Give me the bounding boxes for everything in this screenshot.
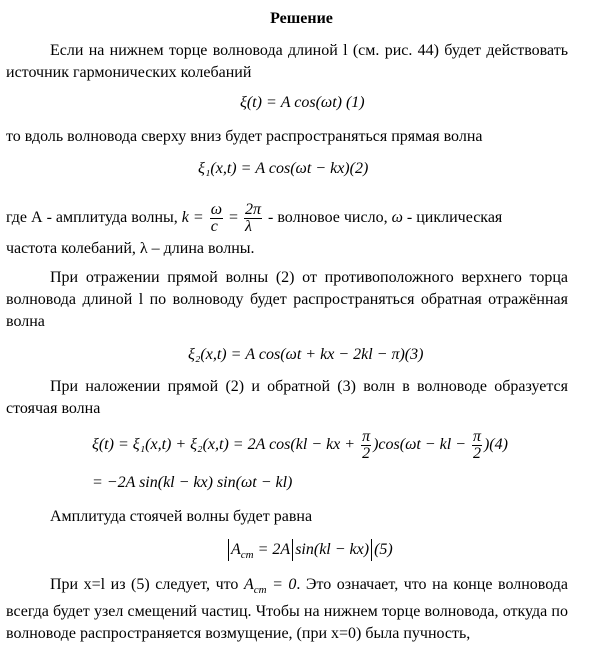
paragraph-conclusion: [6, 574, 568, 645]
equation-4-part-c: )(4): [483, 436, 508, 453]
equation-1: ξ(t) = A cos(ωt) (1): [240, 94, 365, 111]
abs-bar-left-outer: [228, 539, 229, 561]
definitions-text-2: - волновое число,: [268, 209, 388, 227]
paragraph-intro: Если на нижнем торце волновода длиной l (см. рис. 44) будет действовать источник гармонических колебаний: [6, 42, 568, 81]
definitions-text-1: где А - амплитуда волны,: [6, 209, 178, 227]
conclusion-amplitude-subscript: cm: [253, 584, 267, 597]
equation-4-line1: [92, 428, 508, 462]
solution-heading: Решение: [270, 10, 333, 27]
fraction-2pi-den: λ: [245, 218, 252, 235]
equation-5-mid: = 2A: [257, 541, 291, 558]
pi-num-second: π: [472, 427, 481, 445]
fraction-pi-2-first: [361, 429, 371, 462]
equation-4-part-a: ξ(t) = ξ₁(x,t) + ξ₂(x,t) = 2A cos(kl − kx +: [92, 436, 356, 453]
equation-4-line2: = −2A sin(kl − kx) sin(ωt − kl): [92, 474, 293, 491]
fraction-omega-c: [210, 202, 223, 235]
definitions-text-3: - циклическая: [406, 209, 503, 227]
fraction-pi-2-second: [472, 429, 482, 462]
equation-2: ξ₁(x,t) = A cos(ωt − kx)(2): [198, 160, 369, 177]
abs-bar-right: [371, 539, 372, 561]
paragraph-definitions: [6, 202, 568, 235]
paragraph-direct-wave: то вдоль волновода сверху вниз будет распространяться прямая волна: [6, 128, 483, 145]
fraction-omega-num: ω: [210, 201, 222, 218]
equation-5: [226, 538, 393, 567]
equation-4-part-b: )cos(ωt − kl −: [373, 436, 466, 453]
omega-symbol: ω: [391, 209, 403, 227]
conclusion-text-before: При x=l из (5) следует, что: [50, 576, 239, 593]
conclusion-amplitude: [243, 576, 297, 597]
conclusion-text-after: . Это означает, что на конце волновода всегда будет узел смещений частиц. Чтобы на нижнем торце волновода, откуда по волноводе распространяется возмущение, (при x=0) была пучность,: [6, 576, 569, 643]
amplitude-symbol: A: [231, 541, 241, 558]
fraction-2pi-lambda: [244, 202, 262, 235]
pi-den-first: 2: [362, 444, 371, 462]
amplitude-subscript: cm: [240, 549, 254, 562]
paragraph-reflection: При отражении прямой волны (2) от противоположного верхнего торца волновода длиной l по волноводу будет распространяться обратная отражённая волна: [6, 269, 568, 330]
abs-bar-left: [292, 539, 293, 561]
equation-5-body: sin(kl − kx): [295, 541, 370, 558]
fraction-omega-den: c: [210, 218, 218, 235]
fraction-2pi-num: 2π: [245, 201, 262, 218]
equation-3: ξ₂(x,t) = A cos(ωt + kx − 2kl − π)(3): [188, 346, 424, 363]
conclusion-amplitude-rhs: = 0: [272, 576, 297, 593]
paragraph-superposition: При наложении прямой (2) и обратной (3) волн в волноводе образуется стоячая волна: [6, 378, 568, 417]
pi-den-second: 2: [472, 444, 481, 462]
paragraph-definitions-line2: частота колебаний, λ – длина волны.: [6, 240, 255, 257]
pi-num-first: π: [362, 427, 371, 445]
k-symbol: k =: [181, 209, 204, 227]
equals-sign: =: [228, 209, 239, 227]
equation-5-tail: (5): [374, 541, 393, 558]
paragraph-amplitude: Амплитуда стоячей волны будет равна: [50, 508, 313, 525]
conclusion-amplitude-symbol: A: [243, 576, 254, 593]
